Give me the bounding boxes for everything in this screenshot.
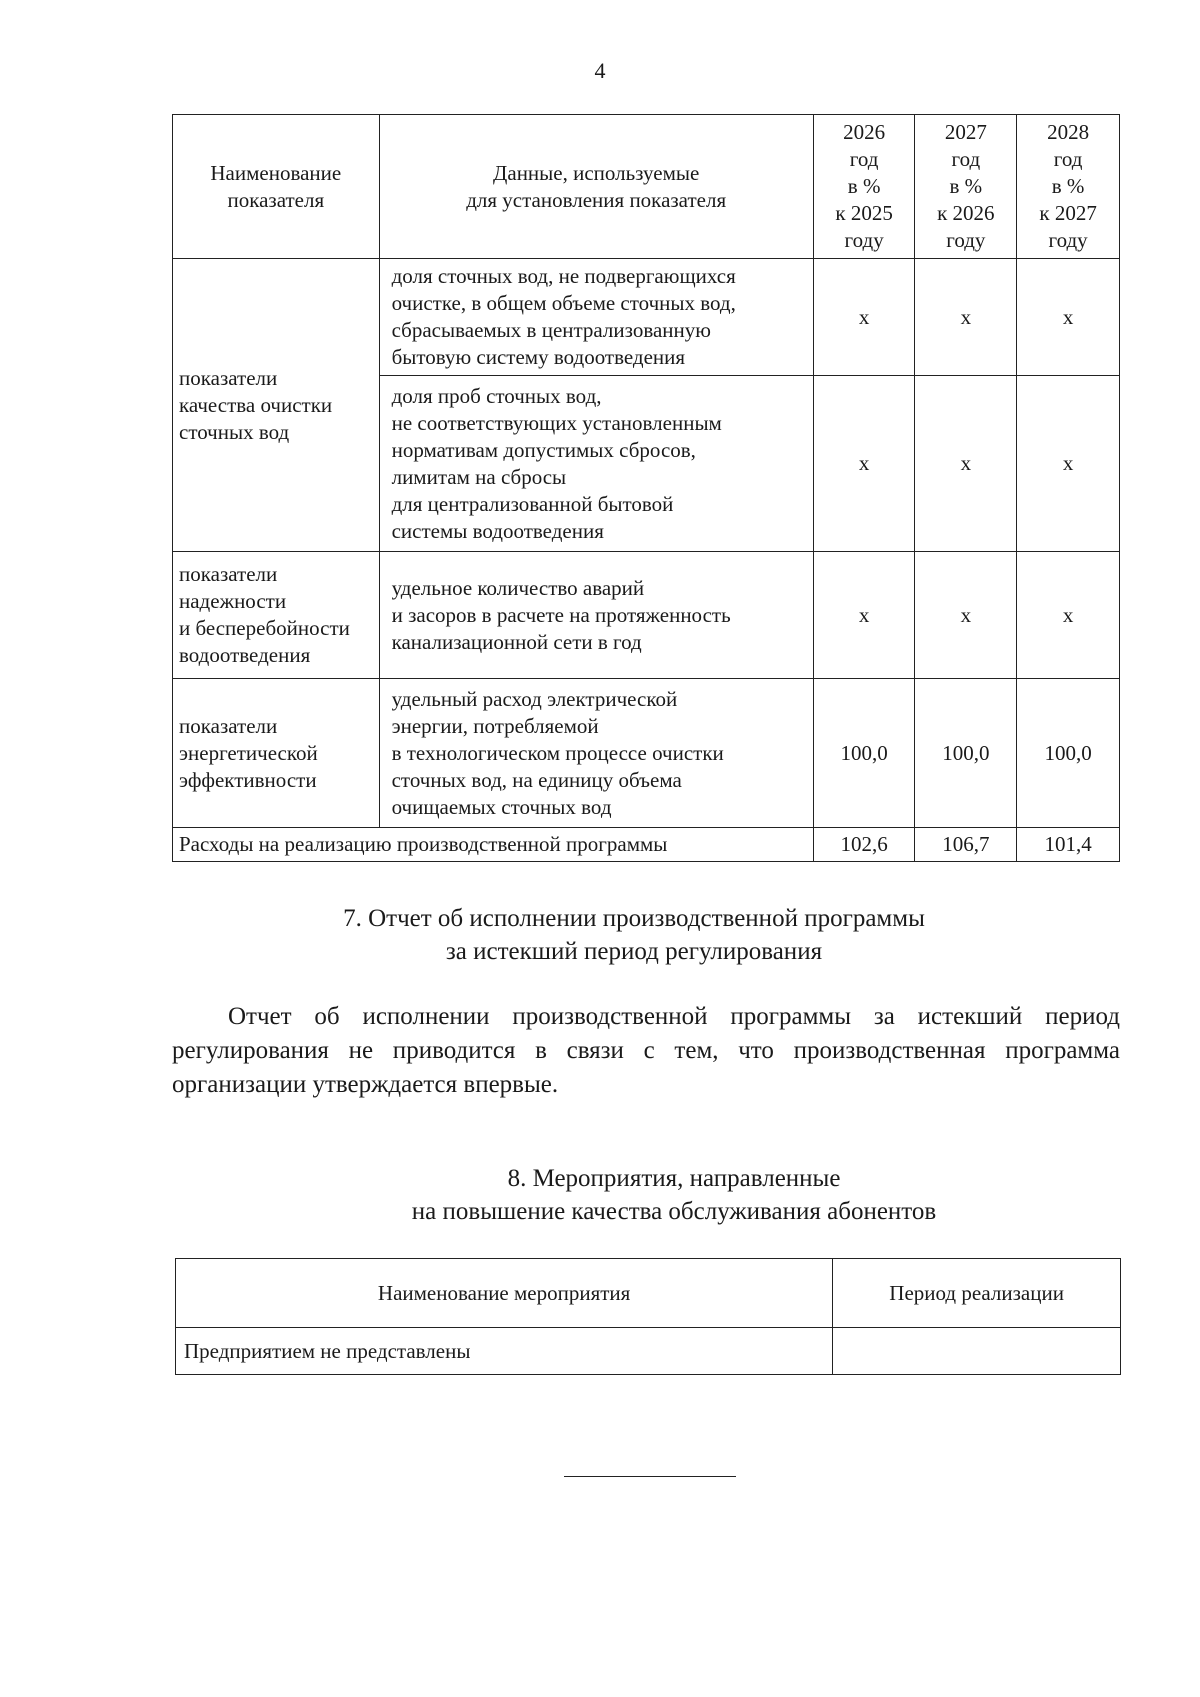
value-2027: х — [915, 376, 1017, 552]
data-cell — [379, 552, 813, 679]
text-line: в % — [1051, 174, 1085, 198]
text-line: для установления показателя — [466, 187, 727, 212]
event-name-cell: Предприятием не представлены — [176, 1328, 833, 1375]
header-year-2028 — [1017, 115, 1120, 259]
header-implementation-period: Период реализации — [833, 1259, 1121, 1328]
page-number: 4 — [594, 58, 606, 83]
indicators-table — [172, 114, 1120, 862]
text-line: 7. Отчет об исполнении производственной программы — [343, 905, 925, 932]
value-2028: 100,0 — [1017, 679, 1120, 828]
text-line: доля проб сточных вод, — [391, 383, 602, 408]
value-2028: х — [1017, 552, 1120, 679]
expenses-row — [173, 828, 1120, 862]
table-row — [176, 1328, 1121, 1375]
text-line: сточных вод, на единицу объема — [391, 767, 682, 792]
text-line: году — [1048, 228, 1088, 252]
text-line: год — [1053, 147, 1083, 171]
section-7-title — [160, 902, 1108, 968]
text-line: за истекший период регулирования — [445, 938, 823, 965]
text-line: в % — [949, 174, 983, 198]
table-row — [173, 679, 1120, 828]
text-line: надежности — [179, 589, 287, 613]
header-year-2027 — [915, 115, 1017, 259]
text-line: для централизованной бытовой — [391, 491, 674, 516]
value-2027: 100,0 — [915, 679, 1017, 828]
text-line: энергетической — [179, 740, 318, 765]
text-line: 2028 — [1047, 120, 1090, 144]
text-line: нормативам допустимых сбросов, — [391, 437, 696, 462]
text-line: очищаемых сточных вод — [391, 794, 612, 819]
text-line: и бесперебойности — [179, 616, 350, 640]
value-2026: х — [813, 376, 915, 552]
text-line: на повышение качества обслуживания абонентов — [411, 1198, 937, 1225]
value-2028: х — [1017, 259, 1120, 376]
section-7-paragraph: Отчет об исполнении производственной программы за истекший период регулирования не приводится в связи с тем, что производственная программа организации утверждается впервые. — [172, 1003, 1120, 1098]
text-line: бытовую систему водоотведения — [391, 345, 686, 369]
indicator-reliability — [173, 552, 380, 679]
text-line: очистке, в общем объеме сточных вод, — [391, 291, 736, 315]
text-line: к 2027 — [1039, 201, 1097, 225]
events-table — [175, 1258, 1121, 1375]
value-2026: х — [813, 259, 915, 376]
table-row — [173, 259, 1120, 376]
text-line: 8. Мероприятия, направленные — [507, 1165, 841, 1192]
text-line: 2027 — [944, 120, 987, 144]
header-event-name: Наименование мероприятия — [176, 1259, 833, 1328]
text-line: сточных вод — [179, 419, 290, 444]
value-2027: х — [915, 259, 1017, 376]
text-line: в % — [847, 174, 881, 198]
indicators-header-row — [173, 115, 1120, 259]
text-line: году — [946, 228, 986, 252]
text-line: удельный расход электрической — [391, 686, 678, 711]
data-cell — [379, 259, 813, 376]
value-2026: х — [813, 552, 915, 679]
text-line: лимитам на сбросы — [391, 464, 567, 489]
data-cell — [379, 679, 813, 828]
text-line: Наименование — [210, 160, 342, 185]
expenses-2028: 101,4 — [1017, 828, 1120, 862]
text-line: эффективности — [179, 767, 317, 792]
text-line: показатели — [179, 365, 278, 390]
text-line: 2026 — [843, 120, 886, 144]
text-line: к 2025 — [835, 201, 893, 225]
table-row — [173, 552, 1120, 679]
header-data-used — [379, 115, 813, 259]
header-indicator-name — [173, 115, 380, 259]
data-cell — [379, 376, 813, 552]
text-line: сбрасываемых в централизованную — [391, 318, 711, 342]
text-line: качества очистки — [179, 392, 333, 417]
text-line: в технологическом процессе очистки — [391, 740, 724, 765]
event-period-cell — [833, 1328, 1121, 1375]
end-divider — [564, 1476, 736, 1477]
text-line: показатели — [179, 562, 278, 586]
events-header-row — [176, 1259, 1121, 1328]
text-line: показатели — [179, 713, 278, 738]
text-line: не соответствующих установленным — [391, 410, 722, 435]
expenses-label: Расходы на реализацию производственной программы — [173, 828, 814, 862]
text-line: системы водоотведения — [391, 518, 604, 543]
text-line: канализационной сети в год — [391, 629, 642, 654]
value-2028: х — [1017, 376, 1120, 552]
value-2026: 100,0 — [813, 679, 915, 828]
text-line: показателя — [227, 187, 325, 212]
header-year-2026 — [813, 115, 915, 259]
indicator-water-treatment-quality — [173, 259, 380, 552]
text-line: году — [844, 228, 884, 252]
text-line: энергии, потребляемой — [391, 713, 599, 738]
text-line: Данные, используемые — [493, 160, 700, 185]
text-line: год — [849, 147, 879, 171]
indicator-energy-efficiency — [173, 679, 380, 828]
text-line: удельное количество аварий — [391, 575, 645, 600]
expenses-2027: 106,7 — [915, 828, 1017, 862]
section-8-title — [200, 1162, 1148, 1228]
expenses-2026: 102,6 — [813, 828, 915, 862]
text-line: год — [951, 147, 981, 171]
text-line: водоотведения — [179, 643, 311, 667]
text-line: доля сточных вод, не подвергающихся — [391, 264, 736, 288]
value-2027: х — [915, 552, 1017, 679]
text-line: к 2026 — [937, 201, 995, 225]
text-line: и засоров в расчете на протяженность — [391, 602, 731, 627]
